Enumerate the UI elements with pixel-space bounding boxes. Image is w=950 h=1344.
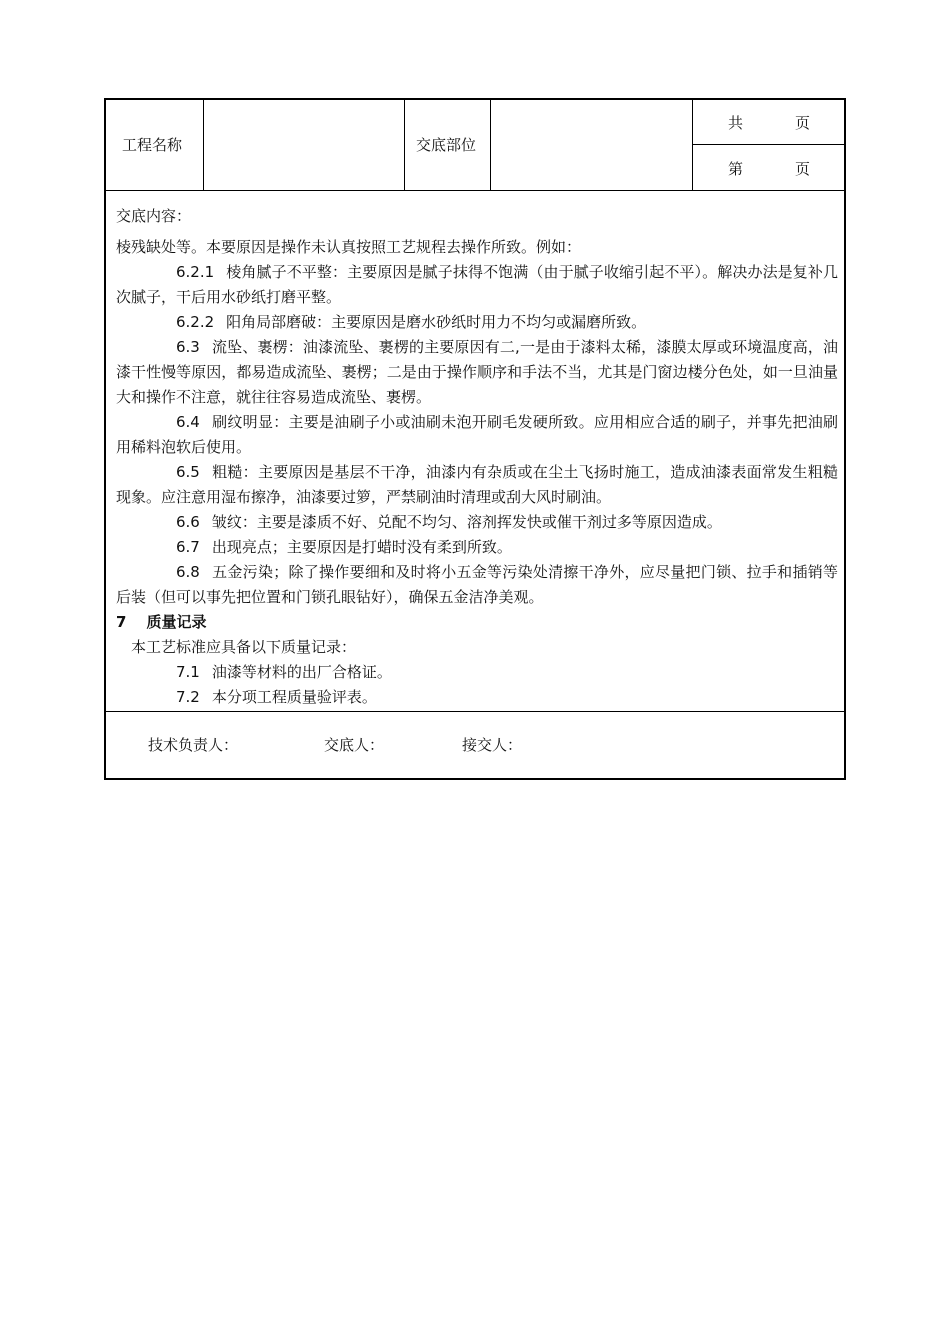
section-title: 质量记录 — [146, 613, 207, 631]
page-no-label: 第 — [728, 160, 744, 178]
header-bottom-line — [105, 190, 845, 191]
paragraph-number: 6.8 — [176, 563, 200, 581]
paragraph — [116, 260, 838, 310]
paragraph-number: 6.4 — [176, 413, 200, 431]
discloser-label: 交底人： — [324, 736, 385, 754]
paragraph-text: 刷纹明显：主要是油刷子小或油刷未泡开刷毛发硬所致。应用相应合适的刷子，并事先把油刷用稀料泡软后使用。 — [116, 413, 838, 456]
paragraph-number: 6.3 — [176, 338, 200, 356]
receiver-label: 接交人： — [462, 736, 523, 754]
page-cell-divider — [692, 144, 845, 145]
content-label: 交底内容： — [116, 207, 192, 225]
paragraph — [116, 460, 838, 510]
record-item — [116, 660, 838, 685]
paragraph — [116, 335, 838, 410]
record-text: 油漆等材料的出厂合格证。 — [211, 663, 392, 681]
tech-lead-label: 技术负责人： — [148, 736, 239, 754]
disclosure-content — [116, 204, 838, 710]
record-item — [116, 685, 838, 710]
paragraph-text: 皱纹：主要是漆质不好、兑配不均匀、溶剂挥发快或催干剂过多等原因造成。 — [211, 513, 722, 531]
paragraph-text: 五金污染；除了操作要细和及时将小五金等污染处清擦干净外，应尽量把门锁、拉手和插销等后装（但可以事先把位置和门锁孔眼钻好），确保五金洁净美观。 — [116, 563, 838, 606]
paragraph — [116, 310, 838, 335]
paragraph-text: 流坠、裹楞：油漆流坠、裹楞的主要原因有二,一是由于漆料太稀，漆膜太厚或环境温度高，油漆干性慢等原因，都易造成流坠、裹楞；二是由于操作顺序和手法不当，尤其是门窗边楼分色处，如一旦油量大和操作不注意，就往往容易造成流坠、裹楞。 — [116, 338, 838, 406]
paragraph-text: 阳角局部磨破：主要原因是磨水砂纸时用力不均匀或漏磨所致。 — [226, 313, 647, 331]
paragraph-number: 6.6 — [176, 513, 200, 531]
paragraph: 棱残缺处等。本要原因是操作未认真按照工艺规程去操作所致。例如： — [116, 238, 582, 256]
section-heading — [116, 610, 838, 635]
paragraph — [116, 510, 838, 535]
paragraph-text: 棱角腻子不平整：主要原因是腻子抹得不饱满（由于腻子收缩引起不平）。解决办法是复补几次腻子，干后用水砂纸打磨平整。 — [116, 263, 838, 306]
section-number: 7 — [116, 613, 127, 631]
record-text: 本分项工程质量验评表。 — [211, 688, 377, 706]
paragraph — [116, 535, 838, 560]
header-divider-1 — [203, 99, 204, 191]
record-number: 7.2 — [176, 688, 200, 706]
header-divider-2 — [404, 99, 405, 191]
location-label: 交底部位 — [416, 136, 477, 154]
page-no-unit: 页 — [795, 160, 811, 178]
record-number: 7.1 — [176, 663, 200, 681]
section-intro: 本工艺标准应具备以下质量记录： — [131, 638, 357, 656]
total-pages-unit: 页 — [795, 114, 811, 132]
footer-top-line — [105, 711, 845, 712]
paragraph-number: 6.7 — [176, 538, 200, 556]
paragraph-number: 6.2.2 — [176, 313, 215, 331]
project-name-label: 工程名称 — [122, 136, 183, 154]
paragraph-text: 粗糙：主要原因是基层不干净，油漆内有杂质或在尘土飞扬时施工，造成油漆表面常发生粗糙现象。应注意用湿布擦净，油漆要过箩，严禁刷油时清理或刮大风时刷油。 — [116, 463, 838, 506]
header-divider-3 — [490, 99, 491, 191]
paragraph — [116, 410, 838, 460]
total-pages-label: 共 — [728, 114, 744, 132]
paragraph-number: 6.5 — [176, 463, 200, 481]
header-divider-4 — [692, 99, 693, 191]
paragraph-text: 出现亮点；主要原因是打蜡时没有柔到所致。 — [211, 538, 512, 556]
paragraph — [116, 560, 838, 610]
paragraph-number: 6.2.1 — [176, 263, 215, 281]
